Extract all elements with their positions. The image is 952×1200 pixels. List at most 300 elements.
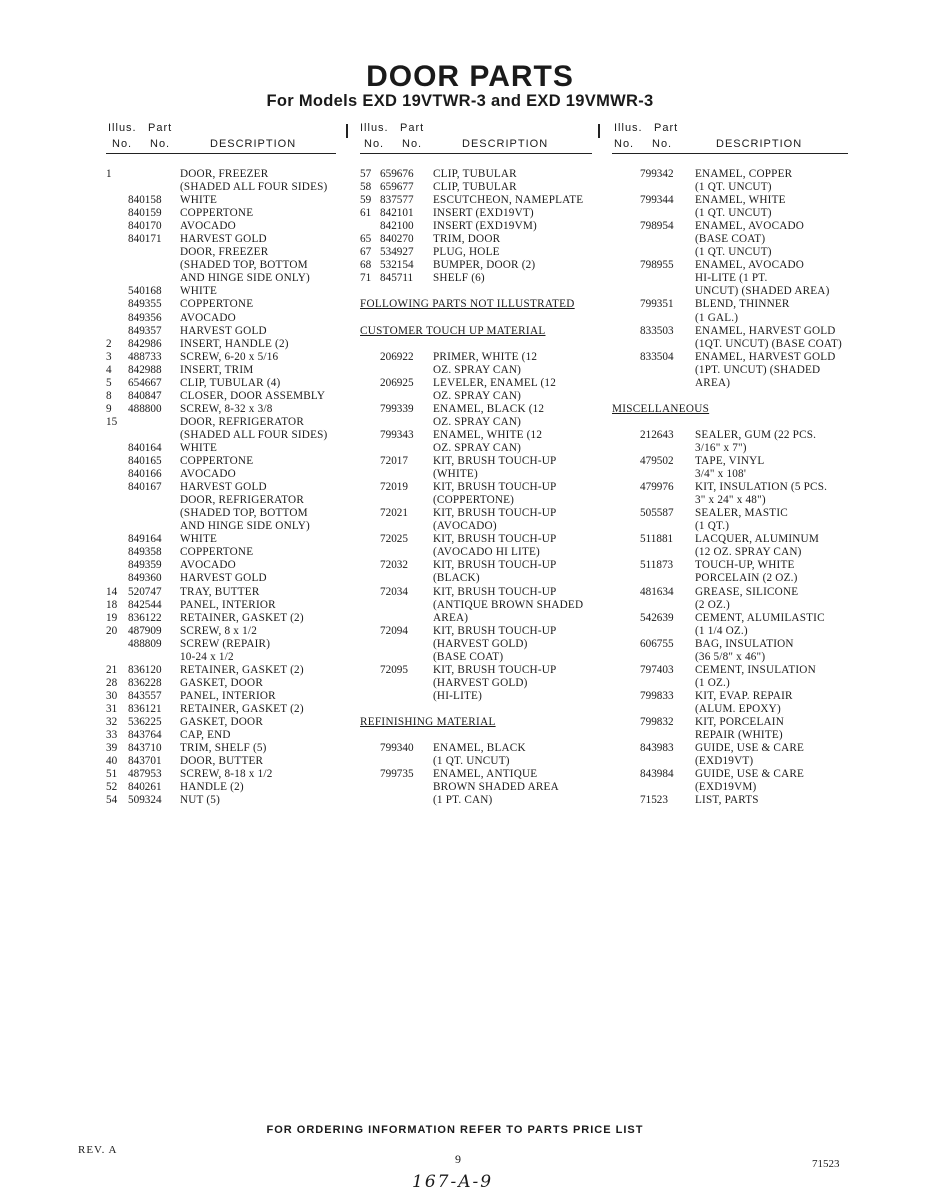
- part-description: WHITE: [180, 441, 218, 454]
- parts-row: [106, 572, 336, 585]
- parts-row: [360, 220, 592, 233]
- part-description: HI-LITE (1 PT.: [695, 272, 768, 285]
- part-description: SCREW, 6-20 x 5/16: [180, 350, 279, 363]
- part-description: KIT, BRUSH TOUCH-UP: [433, 559, 557, 572]
- part-description: ENAMEL, COPPER: [695, 168, 793, 180]
- parts-row: [612, 572, 848, 585]
- parts-row: [612, 781, 848, 794]
- parts-row: [612, 716, 848, 729]
- illus-number: 28: [106, 676, 118, 689]
- parts-row: [612, 298, 848, 311]
- row-spacer: [360, 285, 592, 298]
- part-description: SCREW (REPAIR): [180, 637, 271, 650]
- header-part: Part: [148, 122, 173, 134]
- part-description: (WHITE): [433, 468, 478, 481]
- parts-row: [360, 246, 592, 259]
- header-illus: Illus.: [108, 122, 137, 134]
- parts-row: [360, 612, 592, 625]
- part-description: ENAMEL, WHITE (12: [433, 428, 543, 441]
- part-description: HARVEST GOLD: [180, 572, 267, 585]
- part-description: RETAINER, GASKET (2): [180, 663, 304, 676]
- part-number: 654667: [128, 376, 162, 389]
- section-heading-text: REFINISHING MATERIAL: [360, 715, 496, 728]
- illus-number: 65: [360, 233, 372, 246]
- part-description: PRIMER, WHITE (12: [433, 350, 538, 363]
- part-description: WHITE: [180, 194, 218, 207]
- illus-number: 33: [106, 729, 118, 742]
- parts-row: [106, 429, 336, 442]
- illus-number: 1: [106, 168, 112, 180]
- part-description: COPPERTONE: [180, 546, 254, 559]
- part-description: TRAY, BUTTER: [180, 585, 260, 598]
- illus-number: 30: [106, 689, 118, 702]
- part-number: 842100: [380, 220, 414, 233]
- parts-row: [106, 612, 336, 625]
- part-description: REPAIR (WHITE): [695, 729, 783, 742]
- part-description: AREA): [695, 376, 731, 389]
- part-number: 836121: [128, 702, 162, 715]
- part-number: 840171: [128, 233, 162, 246]
- parts-row: [360, 781, 592, 794]
- part-description: CEMENT, ALUMILASTIC: [695, 611, 825, 624]
- part-description: GREASE, SILICONE: [695, 585, 799, 598]
- illus-number: 67: [360, 246, 372, 259]
- part-description: HARVEST GOLD: [180, 324, 267, 337]
- parts-row: [612, 586, 848, 599]
- parts-row: [106, 390, 336, 403]
- part-number: 799735: [380, 768, 414, 781]
- illus-number: 32: [106, 715, 118, 728]
- page-number: 9: [455, 1152, 461, 1166]
- parts-row: [106, 677, 336, 690]
- parts-row: [612, 494, 848, 507]
- part-description: BUMPER, DOOR (2): [433, 259, 536, 272]
- part-number: 659677: [380, 181, 414, 194]
- part-description: LACQUER, ALUMINUM: [695, 533, 819, 546]
- part-description: LIST, PARTS: [695, 794, 759, 807]
- parts-row: [360, 259, 592, 272]
- parts-row: [360, 468, 592, 481]
- parts-row: [106, 259, 336, 272]
- parts-row: [612, 246, 848, 259]
- parts-row: [612, 546, 848, 559]
- column-header: [106, 122, 336, 156]
- parts-row: [360, 586, 592, 599]
- parts-row: [612, 207, 848, 220]
- part-description: (COPPERTONE): [433, 494, 515, 507]
- part-description: CEMENT, INSULATION: [695, 663, 816, 676]
- part-description: DOOR, REFRIGERATOR: [180, 415, 304, 428]
- part-description: AREA): [433, 611, 469, 624]
- part-number: 837577: [380, 194, 414, 207]
- part-description: INSERT, TRIM: [180, 363, 254, 376]
- section-heading: [360, 325, 592, 338]
- part-number: 488800: [128, 402, 162, 415]
- parts-row: [612, 181, 848, 194]
- part-description: (ANTIQUE BROWN SHADED: [433, 598, 584, 611]
- part-description: TOUCH-UP, WHITE: [695, 559, 795, 572]
- illus-number: 18: [106, 598, 118, 611]
- parts-row: [612, 690, 848, 703]
- part-number: 833503: [640, 324, 674, 337]
- part-description: ENAMEL, BLACK (12: [433, 402, 545, 415]
- part-description: KIT, EVAP. REPAIR: [695, 689, 793, 702]
- parts-row: [612, 220, 848, 233]
- part-number: 509324: [128, 794, 162, 807]
- parts-row: [360, 364, 592, 377]
- handwritten-note: 167-A-9: [412, 1172, 494, 1192]
- illus-number: 40: [106, 755, 118, 768]
- part-number: 206922: [380, 350, 414, 363]
- parts-row: [106, 559, 336, 572]
- parts-row: [612, 625, 848, 638]
- parts-row: [612, 312, 848, 325]
- section-heading-text: MISCELLANEOUS: [612, 402, 710, 415]
- part-number: 540168: [128, 285, 162, 298]
- part-number: 840261: [128, 781, 162, 794]
- illus-number: 9: [106, 402, 112, 415]
- part-description: (SHADED ALL FOUR SIDES): [180, 428, 328, 441]
- part-description: (1PT. UNCUT) (SHADED: [695, 363, 821, 376]
- part-number: 798955: [640, 259, 674, 272]
- parts-row: [106, 246, 336, 259]
- part-description: ENAMEL, WHITE: [695, 194, 786, 207]
- part-number: 479502: [640, 455, 674, 468]
- part-number: 849359: [128, 559, 162, 572]
- part-description: (AVOCADO HI LITE): [433, 546, 540, 559]
- part-description: (SHADED TOP, BOTTOM: [180, 259, 308, 272]
- part-description: (HARVEST GOLD): [433, 637, 528, 650]
- parts-row: [106, 312, 336, 325]
- part-description: PANEL, INTERIOR: [180, 689, 276, 702]
- illus-number: 59: [360, 194, 372, 207]
- part-description: (EXD19VM): [695, 781, 757, 794]
- parts-row: [106, 690, 336, 703]
- row-spacer: [612, 416, 848, 429]
- part-number: 511873: [640, 559, 674, 572]
- parts-column-2: [360, 122, 592, 807]
- parts-row: [106, 794, 336, 807]
- part-description: (EXD19VT): [695, 755, 754, 768]
- part-description: (ALUM. EPOXY): [695, 702, 781, 715]
- part-number: 843983: [640, 742, 674, 755]
- part-description: AVOCADO: [180, 559, 236, 572]
- part-number: 840270: [380, 233, 414, 246]
- part-description: TRIM, DOOR: [433, 233, 501, 246]
- header-description: DESCRIPTION: [716, 138, 803, 150]
- part-number: 72019: [380, 481, 408, 494]
- part-description: CLIP, TUBULAR: [433, 168, 517, 180]
- part-description: DOOR, FREEZER: [180, 168, 269, 180]
- part-number: 849356: [128, 311, 162, 324]
- parts-row: [106, 220, 336, 233]
- parts-row: [612, 651, 848, 664]
- part-number: 212643: [640, 428, 674, 441]
- header-no: No.: [112, 138, 133, 150]
- part-description: (1 QT.): [695, 520, 730, 533]
- parts-row: [106, 468, 336, 481]
- part-description: (BASE COAT): [695, 233, 766, 246]
- parts-row: [106, 403, 336, 416]
- part-description: (AVOCADO): [433, 520, 497, 533]
- parts-row: [360, 494, 592, 507]
- header-no: No.: [402, 138, 423, 150]
- parts-row: [360, 794, 592, 807]
- part-description: (12 OZ. SPRAY CAN): [695, 546, 802, 559]
- illus-number: 39: [106, 742, 118, 755]
- parts-row: [106, 338, 336, 351]
- part-description: NUT (5): [180, 794, 221, 807]
- part-number: 532154: [380, 259, 414, 272]
- illus-number: 5: [106, 376, 112, 389]
- part-description: OZ. SPRAY CAN): [433, 441, 522, 454]
- parts-row: [106, 586, 336, 599]
- part-number: 520747: [128, 585, 162, 598]
- header-rule: [360, 153, 592, 154]
- parts-row: [612, 338, 848, 351]
- part-description: (1 QT. UNCUT): [433, 755, 510, 768]
- part-description: GUIDE, USE & CARE: [695, 768, 805, 781]
- parts-row: [360, 390, 592, 403]
- column-header: [612, 122, 848, 156]
- part-number: 843984: [640, 768, 674, 781]
- part-description: OZ. SPRAY CAN): [433, 363, 522, 376]
- part-description: RETAINER, GASKET (2): [180, 611, 304, 624]
- parts-row: [612, 703, 848, 716]
- part-description: AND HINGE SIDE ONLY): [180, 520, 310, 533]
- parts-list-2: [360, 168, 592, 807]
- header-illus: Illus.: [614, 122, 643, 134]
- part-description: CLIP, TUBULAR (4): [180, 376, 281, 389]
- part-number: 479976: [640, 481, 674, 494]
- part-description: HARVEST GOLD: [180, 233, 267, 246]
- parts-row: [612, 768, 848, 781]
- parts-row: [612, 455, 848, 468]
- part-description: (1 QT. UNCUT): [695, 207, 772, 220]
- part-number: 799351: [640, 298, 674, 311]
- parts-row: [360, 742, 592, 755]
- part-description: COPPERTONE: [180, 298, 254, 311]
- parts-row: [612, 168, 848, 181]
- part-description: ENAMEL, AVOCADO: [695, 220, 805, 233]
- part-description: 3/16" x 7"): [695, 441, 747, 454]
- part-description: (SHADED ALL FOUR SIDES): [180, 181, 328, 194]
- part-number: 72021: [380, 507, 408, 520]
- parts-row: [106, 285, 336, 298]
- parts-row: [106, 546, 336, 559]
- parts-row: [612, 638, 848, 651]
- part-description: (1 QT. UNCUT): [695, 246, 772, 259]
- illus-number: 52: [106, 781, 118, 794]
- part-description: SCREW, 8 x 1/2: [180, 624, 257, 637]
- parts-row: [612, 442, 848, 455]
- header-description: DESCRIPTION: [210, 138, 297, 150]
- part-description: KIT, BRUSH TOUCH-UP: [433, 624, 557, 637]
- page-subtitle: For Models EXD 19VTWR-3 and EXD 19VMWR-3: [266, 92, 654, 110]
- parts-row: [360, 207, 592, 220]
- parts-row: [106, 181, 336, 194]
- part-description: INSERT (EXD19VM): [433, 220, 537, 233]
- page-title: DOOR PARTS: [366, 60, 574, 93]
- parts-row: [106, 703, 336, 716]
- parts-row: [106, 599, 336, 612]
- part-description: (1 PT. CAN): [433, 794, 493, 807]
- part-description: KIT, BRUSH TOUCH-UP: [433, 455, 557, 468]
- parts-row: [106, 638, 336, 651]
- parts-row: [612, 599, 848, 612]
- part-description: AVOCADO: [180, 220, 236, 233]
- part-description: INSERT, HANDLE (2): [180, 337, 289, 350]
- part-number: 542639: [640, 611, 674, 624]
- part-number: 488809: [128, 637, 162, 650]
- part-description: (1 1/4 OZ.): [695, 624, 748, 637]
- part-description: 3" x 24" x 48"): [695, 494, 766, 507]
- parts-row: [612, 481, 848, 494]
- part-number: 72094: [380, 624, 408, 637]
- part-number: 799344: [640, 194, 674, 207]
- part-description: KIT, BRUSH TOUCH-UP: [433, 585, 557, 598]
- section-heading-text: CUSTOMER TOUCH UP MATERIAL: [360, 324, 546, 337]
- part-description: COPPERTONE: [180, 207, 254, 220]
- parts-row: [360, 168, 592, 181]
- part-number: 840847: [128, 389, 162, 402]
- parts-column-1: [106, 122, 336, 807]
- part-number: 849358: [128, 546, 162, 559]
- parts-row: [360, 403, 592, 416]
- part-description: AND HINGE SIDE ONLY): [180, 272, 310, 285]
- part-number: 843557: [128, 689, 162, 702]
- part-description: (SHADED TOP, BOTTOM: [180, 507, 308, 520]
- part-number: 799342: [640, 168, 674, 180]
- illus-number: 19: [106, 611, 118, 624]
- parts-row: [360, 664, 592, 677]
- header-rule: [612, 153, 848, 154]
- part-number: 840170: [128, 220, 162, 233]
- parts-column-3: [612, 122, 848, 807]
- part-description: (1 QT. UNCUT): [695, 181, 772, 194]
- parts-row: [106, 416, 336, 429]
- parts-row: [106, 768, 336, 781]
- part-description: WHITE: [180, 533, 218, 546]
- header-part: Part: [654, 122, 679, 134]
- part-description: (1QT. UNCUT) (BASE COAT): [695, 337, 842, 350]
- parts-row: [106, 533, 336, 546]
- illus-number: 14: [106, 585, 118, 598]
- part-description: ENAMEL, ANTIQUE: [433, 768, 538, 781]
- part-number: 843701: [128, 755, 162, 768]
- part-description: INSERT (EXD19VT): [433, 207, 534, 220]
- illus-number: 51: [106, 768, 118, 781]
- part-description: KIT, BRUSH TOUCH-UP: [433, 533, 557, 546]
- parts-row: [612, 507, 848, 520]
- parts-list-1: [106, 168, 336, 807]
- part-number: 836228: [128, 676, 162, 689]
- part-description: OZ. SPRAY CAN): [433, 415, 522, 428]
- part-description: GASKET, DOOR: [180, 715, 263, 728]
- parts-row: [612, 233, 848, 246]
- parts-row: [360, 690, 592, 703]
- part-number: 849357: [128, 324, 162, 337]
- header-illus: Illus.: [360, 122, 389, 134]
- parts-row: [360, 546, 592, 559]
- part-description: SCREW, 8-18 x 1/2: [180, 768, 273, 781]
- parts-row: [106, 272, 336, 285]
- parts-row: [360, 559, 592, 572]
- parts-row: [360, 272, 592, 285]
- section-heading: [360, 298, 592, 311]
- row-spacer: [612, 390, 848, 403]
- parts-row: [360, 194, 592, 207]
- section-heading: [360, 716, 592, 729]
- part-number: 840166: [128, 468, 162, 481]
- part-number: 842544: [128, 598, 162, 611]
- illus-number: 8: [106, 389, 112, 402]
- part-description: (HI-LITE): [433, 689, 483, 702]
- part-description: COPPERTONE: [180, 455, 254, 468]
- parts-row: [106, 625, 336, 638]
- illus-number: 20: [106, 624, 118, 637]
- part-number: 487953: [128, 768, 162, 781]
- part-description: UNCUT) (SHADED AREA): [695, 285, 830, 298]
- part-number: 72017: [380, 455, 408, 468]
- part-number: 72095: [380, 663, 408, 676]
- parts-row: [360, 481, 592, 494]
- parts-row: [612, 755, 848, 768]
- parts-row: [360, 572, 592, 585]
- part-number: 799833: [640, 689, 674, 702]
- parts-row: [360, 416, 592, 429]
- illus-number: 71: [360, 272, 372, 285]
- part-number: 842101: [380, 207, 414, 220]
- ordering-note: FOR ORDERING INFORMATION REFER TO PARTS PRICE LIST: [266, 1124, 644, 1136]
- part-number: 481634: [640, 585, 674, 598]
- part-description: SHELF (6): [433, 272, 485, 285]
- illus-number: 58: [360, 181, 372, 194]
- column-divider: [346, 124, 348, 138]
- part-number: 840167: [128, 481, 162, 494]
- parts-row: [612, 520, 848, 533]
- parts-row: [612, 729, 848, 742]
- parts-row: [106, 651, 336, 664]
- part-number: 505587: [640, 507, 674, 520]
- parts-row: [106, 364, 336, 377]
- part-description: AVOCADO: [180, 468, 236, 481]
- part-description: PLUG, HOLE: [433, 246, 500, 259]
- column-header: [360, 122, 592, 156]
- part-description: (2 OZ.): [695, 598, 730, 611]
- parts-row: [360, 599, 592, 612]
- illus-number: 21: [106, 663, 118, 676]
- section-heading-text: FOLLOWING PARTS NOT ILLUSTRATED: [360, 298, 575, 311]
- header-no: No.: [614, 138, 635, 150]
- column-divider: [598, 124, 600, 138]
- illus-number: 3: [106, 350, 112, 363]
- row-spacer: [360, 703, 592, 716]
- part-description: BROWN SHADED AREA: [433, 781, 559, 794]
- part-description: ENAMEL, BLACK: [433, 742, 526, 755]
- part-number: 843764: [128, 729, 162, 742]
- part-description: TRIM, SHELF (5): [180, 742, 267, 755]
- parts-row: [106, 233, 336, 246]
- part-number: 797403: [640, 663, 674, 676]
- part-description: GASKET, DOOR: [180, 676, 263, 689]
- header-rule: [106, 153, 336, 154]
- part-description: BLEND, THINNER: [695, 298, 790, 311]
- header-description: DESCRIPTION: [462, 138, 549, 150]
- part-description: 3/4" x 108': [695, 468, 747, 481]
- part-description: RETAINER, GASKET (2): [180, 702, 304, 715]
- illus-number: 68: [360, 259, 372, 272]
